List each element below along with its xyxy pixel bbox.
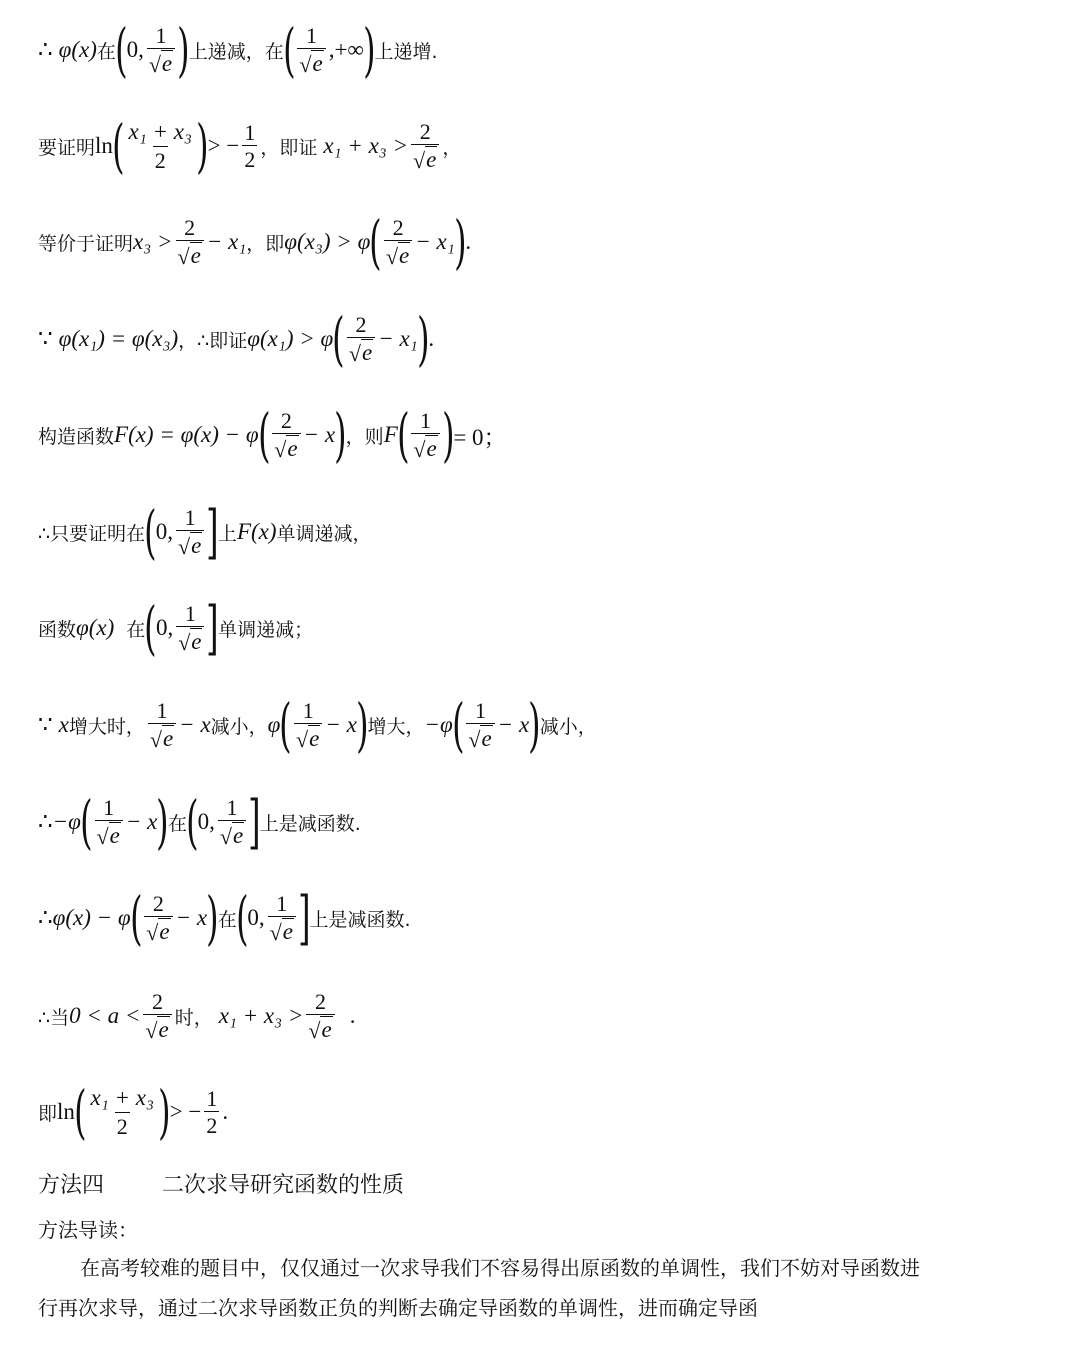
- text-equivalent: 等价于证明: [38, 232, 134, 255]
- ln-operator: ln: [57, 1099, 75, 1124]
- math-line-1: [38, 14, 1040, 86]
- paren-right: ): [177, 16, 190, 84]
- text-on: 上: [217, 522, 237, 545]
- text-time: 时，: [174, 1006, 213, 1029]
- text-prove: 要证明: [38, 136, 96, 159]
- paren-left: (: [115, 16, 128, 84]
- paren-right: ): [362, 16, 376, 84]
- paren-left: (: [144, 498, 157, 566]
- paren-right: ): [334, 401, 347, 469]
- fraction-one-over-sqrt-e: 1 √ e: [147, 23, 175, 78]
- text-zai: 在: [167, 812, 187, 835]
- fraction-two-over-sqrt-e: 2 √ e: [411, 119, 439, 174]
- bracket-right: ]: [206, 594, 220, 662]
- fraction-two-over-sqrt-e: 2 √ e: [143, 989, 171, 1044]
- math-line-10: [38, 882, 1040, 954]
- minus-x1: − x₁: [415, 229, 455, 254]
- paren-right: ): [453, 208, 467, 276]
- neg-phi-symbol: −φ: [424, 712, 453, 737]
- text-namely: 即: [38, 1102, 58, 1125]
- minus-x: − x: [175, 905, 208, 930]
- paren-right: ): [416, 305, 430, 373]
- text-zai: 在: [217, 908, 237, 931]
- greater-than: > −: [169, 1099, 202, 1124]
- paren-left: (: [74, 1078, 87, 1146]
- text-then: ，则: [345, 425, 384, 448]
- paren-right: ): [158, 1078, 171, 1146]
- paren-left: (: [279, 691, 292, 759]
- paren-right: ): [156, 788, 169, 856]
- math-line-6: [38, 496, 1040, 568]
- fraction-one-over-sqrt-e: 1 √ e: [95, 795, 123, 850]
- section-subtitle: 二次求导研究函数的性质: [162, 1173, 405, 1198]
- text-monotone-decreasing: 单调递减；: [218, 618, 314, 641]
- ln-operator: ln: [95, 133, 113, 158]
- paren-right: ): [206, 884, 219, 952]
- math-line-3: [38, 206, 1040, 278]
- phi-inequality: φ(x₁) > φ: [247, 326, 334, 351]
- math-line-4: [38, 303, 1040, 375]
- paren-left: (: [451, 691, 465, 759]
- phi-symbol: φ: [267, 712, 281, 737]
- fraction-half: $\frac{1}{2}$: [206, 1085, 218, 1138]
- text-increases: 增大，: [367, 715, 425, 738]
- paren-left: (: [129, 884, 143, 952]
- paren-left: (: [235, 884, 249, 952]
- fraction-one-over-sqrt-e: 1 √ e: [411, 408, 439, 463]
- math-line-2: [38, 110, 1040, 182]
- period: .: [222, 1099, 229, 1124]
- paren-right: ): [441, 401, 455, 469]
- fraction-two-over-sqrt-e: 2 √ e: [306, 989, 334, 1044]
- math-line-9: [38, 786, 1040, 858]
- minus-x1: − x₁: [378, 326, 418, 351]
- therefore-symbol: ∴: [38, 809, 53, 834]
- section-heading: [38, 1168, 404, 1199]
- sum-inequality: x₁ + x₃ >: [323, 133, 409, 158]
- minus-x1: − x₁: [206, 229, 247, 254]
- fraction-two-over-sqrt-e: 2 √ e: [384, 215, 412, 270]
- interval-start: 0,: [155, 519, 173, 544]
- fraction-sum-over-2: $\frac{\text{x₁ + x₃}}{2}$: [90, 1085, 154, 1139]
- section-title: 方法四: [38, 1173, 105, 1198]
- paren-left: (: [257, 401, 271, 469]
- paren-left: (: [282, 16, 296, 84]
- fraction-half: $\frac{1}{2}$: [244, 119, 256, 172]
- therefore-symbol: ∴: [38, 905, 53, 930]
- math-line-8: [38, 689, 1040, 761]
- fraction-two-over-sqrt-e: 2 √ e: [347, 312, 375, 367]
- equals-zero: = 0；: [453, 424, 507, 450]
- fraction-two-over-sqrt-e: 2 √ e: [144, 891, 172, 946]
- fraction-one-over-sqrt-e: 1 √ e: [176, 601, 204, 656]
- because-symbol: ∵: [38, 712, 53, 737]
- guide-label: 方法导读：: [38, 1218, 138, 1242]
- paren-right: ): [355, 691, 369, 759]
- text-decreases: 减小，: [210, 715, 268, 738]
- sum-inequality: x₁ + x₃ >: [218, 1003, 304, 1028]
- text-zai: 在: [126, 618, 146, 641]
- F-symbol: F: [383, 422, 398, 447]
- bracket-right: ]: [248, 788, 261, 856]
- math-line-11: [38, 980, 1040, 1052]
- bracket-right: ]: [298, 884, 311, 952]
- fraction-sum-over-2: $\frac{\text{x₁ + x₃}}{2}$: [128, 119, 192, 173]
- math-line-7: [38, 592, 1040, 664]
- math-line-5: [38, 399, 1040, 471]
- paren-left: (: [332, 305, 345, 373]
- paren-left: (: [369, 208, 382, 276]
- greater-than: > −: [207, 133, 240, 158]
- paren-left: (: [396, 401, 410, 469]
- minus-x: − x: [125, 809, 158, 834]
- paren-left: (: [112, 112, 125, 180]
- minus-x: − x: [179, 712, 211, 737]
- text-zai: 在: [96, 40, 116, 63]
- text-increases: 增大时，: [68, 715, 145, 738]
- text-increasing: 上递增.: [374, 40, 438, 63]
- minus-x: − x: [497, 712, 530, 737]
- minus-x: − x: [303, 422, 336, 447]
- period: .: [428, 326, 435, 351]
- fraction-one-over-sqrt-e: 1 √ e: [218, 795, 246, 850]
- text-construct: 构造函数: [38, 425, 115, 448]
- text-decreasing-function: 上是减函数.: [259, 812, 361, 835]
- phi-equality: φ(x₁) = φ(x₃): [58, 326, 179, 351]
- fraction-one-over-sqrt-e: 1 √ e: [148, 698, 176, 753]
- fraction-one-over-sqrt-e: 1 √ e: [176, 505, 204, 560]
- text-function: 函数: [38, 618, 77, 641]
- fraction-one-over-sqrt-e: 1 √ e: [268, 891, 296, 946]
- phi-difference: φ(x) − φ: [52, 905, 131, 930]
- fraction-one-over-sqrt-e: 1 √ e: [294, 698, 322, 753]
- period: .: [465, 229, 472, 254]
- interval-start: 0,: [126, 37, 144, 62]
- fraction-two-over-sqrt-e: 2 √ e: [176, 215, 204, 270]
- paren-right: ): [528, 691, 541, 759]
- infinity: ,+∞: [328, 37, 364, 62]
- text-decreases: 减小，: [539, 715, 597, 738]
- F-definition: F(x) = φ(x) − φ: [114, 422, 259, 447]
- phi-inequality: φ(x₃) > φ: [284, 229, 371, 254]
- therefore-symbol: ∴: [38, 37, 53, 62]
- fraction-one-over-sqrt-e: 1 √ e: [466, 698, 494, 753]
- fraction-two-over-sqrt-e: 2 √ e: [272, 408, 300, 463]
- phi-expression: φ(x): [76, 615, 115, 640]
- paren-right: ): [196, 112, 209, 180]
- x-variable: x: [58, 712, 69, 737]
- minus-x: − x: [325, 712, 357, 737]
- interval-start: 0,: [197, 809, 215, 834]
- guide-paragraph: 在高考较难的题目中，仅仅通过一次求导我们不容易得出原函数的单调性，我们不妨对导函数进行再次求导，通过二次求导函数正负的判断去确定导函数的单调性，进而确定导函: [38, 1256, 920, 1320]
- interval-start: 0,: [155, 615, 174, 640]
- x3-inequality: x₃ >: [133, 229, 173, 254]
- bracket-right: ]: [206, 498, 219, 566]
- comma: ，: [442, 136, 462, 159]
- text-monotone-decreasing: 单调递减，: [276, 522, 372, 545]
- F-of-x: F(x): [236, 519, 277, 544]
- text-only-prove: ∴只要证明在: [38, 522, 146, 545]
- paren-left: (: [144, 594, 157, 662]
- phi-expression: φ(x): [58, 37, 97, 62]
- because-symbol: ∵: [38, 326, 53, 351]
- text-namely: ，即证: [260, 136, 318, 159]
- text-therefore-prove: ，∴即证: [178, 329, 248, 352]
- text-namely: ，即: [246, 232, 285, 255]
- text-decreasing-function: 上是减函数.: [309, 908, 411, 931]
- text-decreasing: 上递减，在: [188, 40, 284, 63]
- paren-left: (: [186, 788, 199, 856]
- text-when: ∴当: [38, 1006, 70, 1029]
- math-line-12: [38, 1076, 1040, 1148]
- interval-start: 0,: [247, 905, 265, 930]
- paren-left: (: [79, 788, 93, 856]
- period: .: [349, 1003, 356, 1028]
- fraction-one-over-sqrt-e: 1 √ e: [297, 23, 325, 78]
- neg-phi-symbol: −φ: [52, 809, 81, 834]
- a-range: 0 < a <: [69, 1003, 141, 1028]
